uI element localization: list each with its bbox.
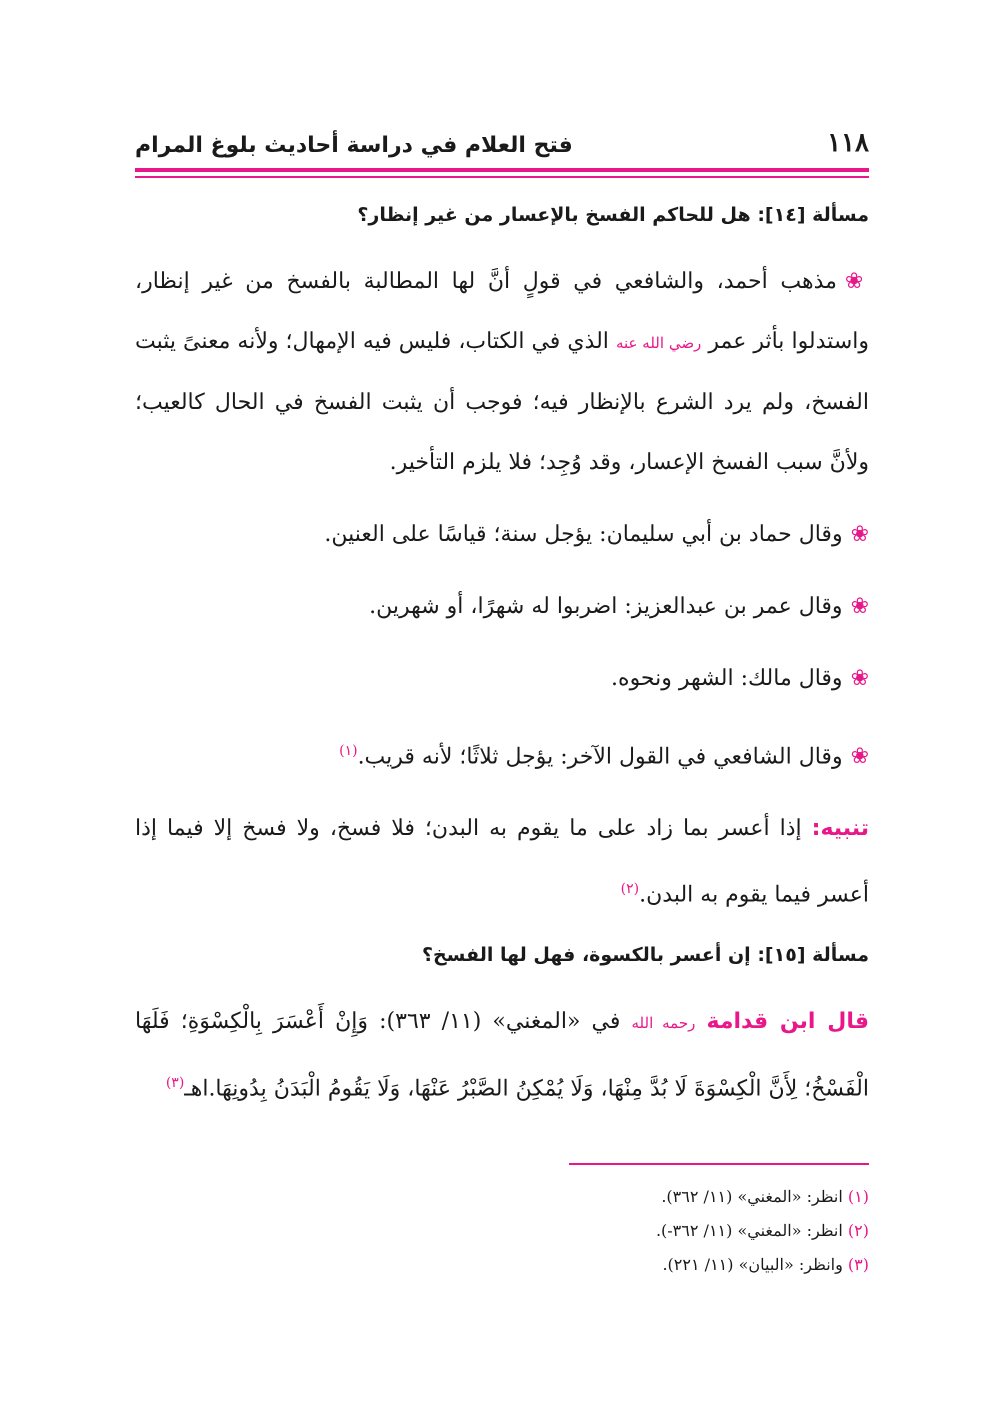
notice-label: تنبيه:	[811, 816, 869, 842]
flower-bullet-icon: ❀	[850, 744, 869, 770]
honorific-mark: رحمه الله	[631, 1013, 696, 1032]
paragraph-malik: ❀وقال مالك: الشهر ونحوه.	[611, 666, 869, 691]
footnote-divider	[569, 1163, 869, 1165]
flower-bullet-icon: ❀	[850, 594, 869, 619]
question-label: مسألة [١٤]:	[757, 204, 869, 226]
footnote-item: (٣) وانظر: «البيان» (١١/ ٢٢١).	[662, 1255, 869, 1274]
paragraph-shafii: ❀وقال الشافعي في القول الآخر: يؤجل ثلاثًا؛ لأنه قريب.$^{(١)}$	[339, 743, 869, 770]
footnote-item: (٢) انظر: «المغني» (١١/ ٣٦٢-).	[655, 1221, 869, 1240]
book-title: فتح العلام في دراسة أحاديث بلوغ المرام	[135, 133, 573, 158]
header-rule-thick	[135, 168, 869, 172]
paragraph-madhhab: ❀مذهب أحمد، والشافعي في قولٍ أنَّ لها المطالبة بالفسخ من غير إنظار، واستدلوا بأثر عمر رضي الله عنه الذي في الكتاب، فليس فيه الإمهال؛ ولأنه معنىً يثبت الفسخ، ولم يرد الشرع بالإنظار فيه؛ فوجب أن يثبت الفسخ في الحال كالعيب؛ ولأنَّ سبب الفسخ الإعسار، وقد وُجِد؛ فلا يلزم التأخير.	[135, 269, 869, 475]
question-text: هل للحاكم الفسخ بالإعسار من غير إنظار؟	[357, 204, 751, 226]
page-body	[135, 190, 869, 1119]
footnote-ref-2[interactable]: (٢)	[620, 881, 640, 898]
honorific-mark: رضي الله عنه	[615, 334, 702, 352]
paragraph-umar: ❀وقال عمر بن عبدالعزيز: اضربوا له شهرًا، أو شهرين.	[369, 594, 869, 619]
paragraph-notice: تنبيه: إذا أعسر بما زاد على ما يقوم به البدن؛ فلا فسخ، ولا فسخ إلا فيما إذا أعسر فيما يقوم به البدن.$^{(٢)}$	[135, 816, 869, 908]
paragraph-hammad: ❀وقال حماد بن أبي سليمان: يؤجل سنة؛ قياسًا على العنين.	[324, 522, 869, 547]
footnote-ref-3[interactable]: (٣)	[165, 1074, 185, 1091]
question-text: إن أعسر بالكسوة، فهل لها الفسخ؟	[421, 943, 751, 966]
page-number: ١١٨	[827, 128, 869, 158]
page-header	[135, 128, 869, 158]
question-heading-14	[135, 198, 869, 232]
footnote-number: (١)	[847, 1187, 869, 1206]
question-label: مسألة [١٥]:	[757, 943, 869, 966]
question-heading-15	[135, 938, 869, 972]
footnotes	[135, 1180, 869, 1282]
footnote-number: (٢)	[847, 1221, 869, 1240]
header-rule-thin	[135, 176, 869, 178]
paragraph-ibn-qudama: قال ابن قدامة رحمه الله في «المغني» (١١/ ٣٦٣): وَإِنْ أَعْسَرَ بِالْكِسْوَةِ؛ فَلَهَا الْفَسْخُ؛ لِأَنَّ الْكِسْوَةَ لَا بُدَّ مِنْهَا، وَلَا يُمْكِنُ الصَّبْرُ عَنْهَا، وَلَا يَقُومُ الْبَدَنُ بِدُونِهَا.اهـ$^{(٣)}$	[135, 1008, 869, 1101]
quote-speaker: قال ابن قدامة	[706, 1008, 869, 1034]
flower-bullet-icon: ❀	[850, 666, 869, 691]
footnote-item: (١) انظر: «المغني» (١١/ ٣٦٢).	[661, 1187, 869, 1206]
flower-bullet-icon: ❀	[844, 269, 869, 294]
footnote-ref-1[interactable]: (١)	[339, 743, 358, 759]
footnote-number: (٣)	[847, 1255, 869, 1274]
flower-bullet-icon: ❀	[850, 522, 869, 547]
